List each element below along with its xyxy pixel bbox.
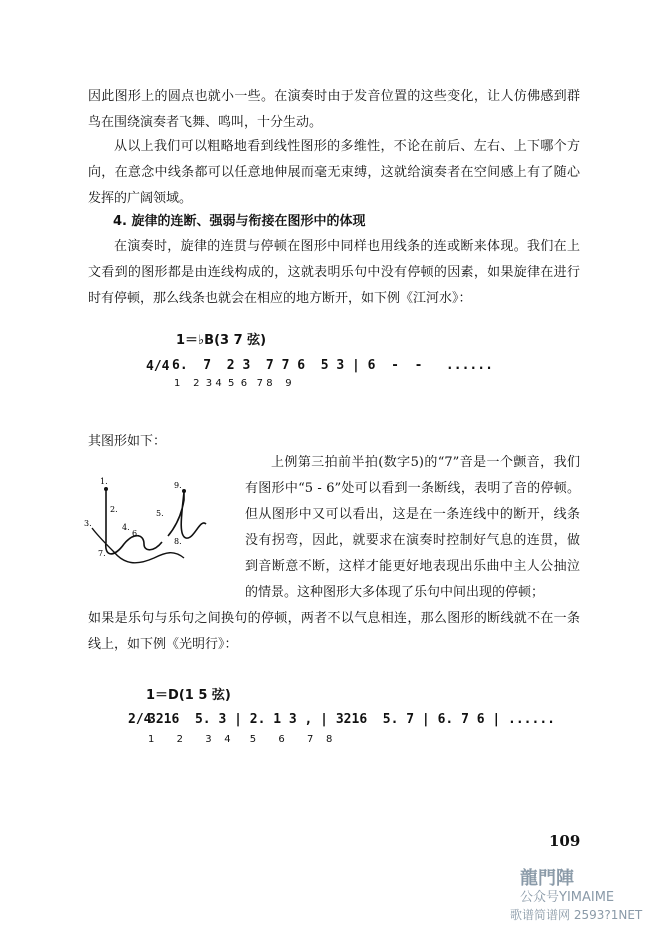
example2-key: 1＝D(1 5 弦)	[146, 688, 231, 703]
paragraph-2: 从以上我们可以粗略地看到线性图形的多维性，不论在前后、左右、上下哪个方向，在意念中线条都可以任意地伸展而毫无束缚，这就给演奏者在空间感上有了随心发挥的广阔领域。	[88, 139, 580, 206]
section-heading: 4. 旋律的连断、强弱与衔接在图形中的体现	[113, 214, 366, 229]
line-figure	[74, 472, 226, 576]
figure-label-5: 5.	[156, 509, 164, 518]
figure-label-6: 6.	[132, 529, 140, 538]
watermark-line1: 公众号YIMAIME	[520, 890, 615, 905]
example1-key: 1＝♭B(3 7 弦)	[176, 333, 267, 348]
figure-label-4: 4.	[122, 523, 130, 532]
example1-notes: 6. 7 2 3 7 7 6 5 3 | 6 - - ......	[172, 358, 493, 373]
watermark-line2: 歌谱简谱网 2593?1NET	[510, 908, 643, 922]
figure-label-7: 7.	[98, 549, 106, 558]
paragraph-3: 在演奏时，旋律的连贯与停顿在图形中同样也用线条的连或断来体现。我们在上文看到的图形都是由连线构成的，这就表明乐句中没有停顿的因素，如果旋律在进行时有停顿，那么线条也就会在相应的地方断开，如下例《江河水》：	[88, 239, 580, 306]
paragraph-1: 因此图形上的圆点也就小一些。在演奏时由于发音位置的这些变化，让人仿佛感到群鸟在围绕演奏者飞舞、鸣叫，十分生动。	[88, 89, 580, 130]
figure-label-2: 2.	[110, 505, 118, 514]
figure-label-3: 3.	[84, 519, 92, 528]
figure-label-8: 8.	[174, 537, 182, 546]
figure-label-9: 9.	[174, 481, 182, 490]
example2-beat-numbers: 1 2 3 4 5 6 7 8	[148, 734, 333, 745]
figure-label-1: 1.	[100, 477, 108, 486]
figure-intro: 其图形如下：	[88, 434, 167, 449]
example1-time-signature: 4/4	[146, 359, 170, 374]
side-paragraph: 上例第三拍前半拍(数字5)的“7”音是一个颤音，我们有图形中“5 - 6”处可以看到一条断线，表明了音的停顿。但从图形中又可以看出，这是在一条连线中的断开，线条没有拐弯，因此，就要求在演奏时控制好气息的连贯，做到音断意不断，这样才能更好地表现出乐曲中主人公抽泣的情景。这种图形大多体现了乐句中间出现的停顿；	[245, 455, 580, 600]
watermark-logo: 龍門陣	[520, 868, 574, 889]
example2-time-signature: 2/4	[128, 712, 152, 727]
example1-beat-numbers: 1 2 3 4 5 6 7 8 9	[174, 378, 292, 389]
paragraph-4: 如果是乐句与乐句之间换句的停顿，两者不以气息相连，那么图形的断线就不在一条线上，如下例《光明行》：	[88, 611, 580, 652]
example2-notes: 3216 5. 3 | 2. 1 3 , | 3216 5. 7 | 6. 7 6 | ......	[148, 712, 555, 727]
page-number: 109	[549, 832, 581, 850]
